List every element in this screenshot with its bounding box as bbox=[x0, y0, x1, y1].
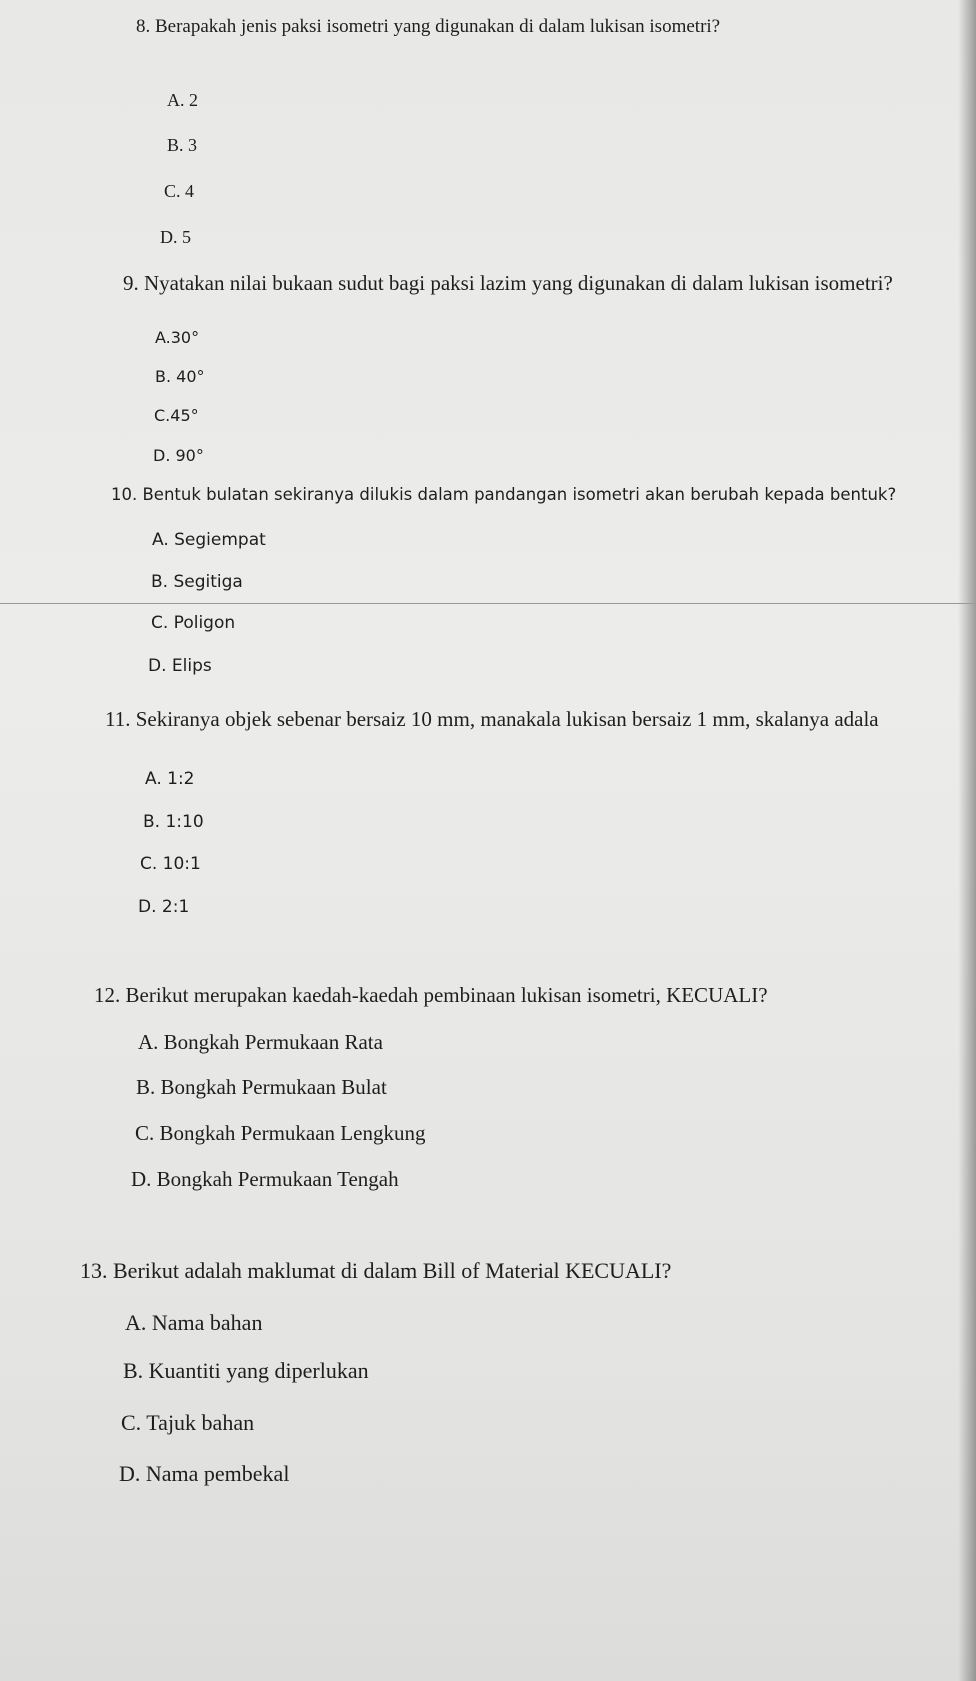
question-12-option-c: C. Bongkah Permukaan Lengkung bbox=[135, 1121, 426, 1145]
question-11-option-b: B. 1:10 bbox=[143, 812, 204, 832]
question-13-option-c: C. Tajuk bahan bbox=[121, 1410, 255, 1435]
question-12-option-d: D. Bongkah Permukaan Tengah bbox=[131, 1167, 399, 1191]
question-13-option-b: B. Kuantiti yang diperlukan bbox=[123, 1358, 369, 1383]
question-13-option-d: D. Nama pembekal bbox=[119, 1461, 290, 1486]
question-9-text: 9. Nyatakan nilai bukaan sudut bagi paksi lazim yang digunakan di dalam lukisan isometri? bbox=[123, 271, 893, 295]
question-11-option-a: A. 1:2 bbox=[145, 769, 195, 789]
question-13-text: 13. Berikut adalah maklumat di dalam Bill of Material KECUALI? bbox=[80, 1258, 672, 1283]
question-8-option-c: C. 4 bbox=[164, 181, 195, 201]
question-10-option-b: B. Segitiga bbox=[151, 572, 243, 592]
question-9-option-c: C.45° bbox=[154, 406, 199, 425]
page-shadow-edge bbox=[958, 0, 976, 1681]
question-10-option-d: D. Elips bbox=[148, 656, 212, 676]
question-10-option-c: C. Poligon bbox=[151, 613, 236, 633]
question-12-option-a: A. Bongkah Permukaan Rata bbox=[138, 1030, 383, 1054]
question-9-option-b: B. 40° bbox=[155, 367, 205, 386]
divider-line bbox=[0, 603, 976, 604]
question-11-option-d: D. 2:1 bbox=[138, 897, 190, 917]
question-10-text: 10. Bentuk bulatan sekiranya dilukis dalam pandangan isometri akan berubah kepada bentuk? bbox=[111, 485, 897, 504]
question-10-option-a: A. Segiempat bbox=[152, 530, 266, 550]
question-11-text: 11. Sekiranya objek sebenar bersaiz 10 mm, manakala lukisan bersaiz 1 mm, skalanya adala bbox=[105, 707, 879, 731]
question-8-option-b: B. 3 bbox=[167, 135, 198, 155]
question-8-text: 8. Berapakah jenis paksi isometri yang digunakan di dalam lukisan isometri? bbox=[136, 16, 721, 37]
question-11-option-c: C. 10:1 bbox=[140, 854, 201, 874]
question-9-option-d: D. 90° bbox=[153, 446, 204, 465]
question-9-option-a: A.30° bbox=[155, 328, 200, 347]
question-12-option-b: B. Bongkah Permukaan Bulat bbox=[136, 1075, 387, 1099]
question-13-option-a: A. Nama bahan bbox=[125, 1310, 263, 1335]
question-8-option-d: D. 5 bbox=[160, 227, 191, 247]
question-12-text: 12. Berikut merupakan kaedah-kaedah pembinaan lukisan isometri, KECUALI? bbox=[94, 983, 768, 1007]
question-8-option-a: A. 2 bbox=[167, 90, 198, 110]
